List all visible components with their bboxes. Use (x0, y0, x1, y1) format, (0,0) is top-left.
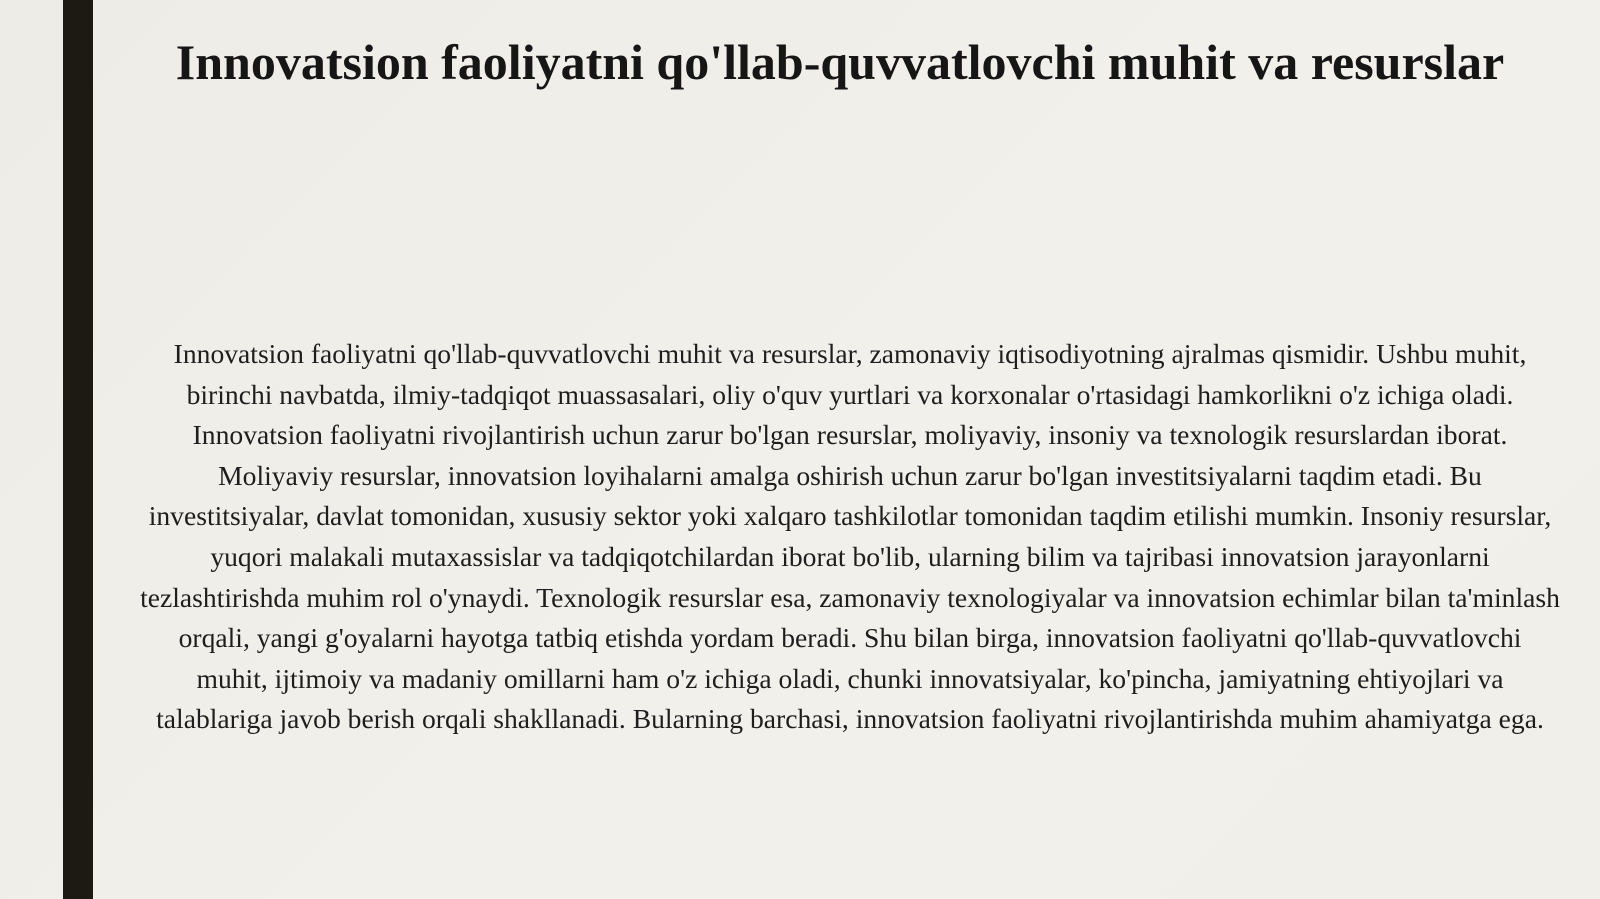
accent-bar (63, 0, 93, 899)
slide-title: Innovatsion faoliyatni qo'llab-quvvatlovchi muhit va resurslar (175, 34, 1505, 90)
slide-body-text: Innovatsion faoliyatni qo'llab-quvvatlovchi muhit va resurslar, zamonaviy iqtisodiyotning ajralmas qismidir. Ushbu muhit, birinchi navbatda, ilmiy-tadqiqot muassasalari, oliy o'quv yurtlari va korxonalar o'rtasidagi hamkorlikni o'z ichiga oladi. Innovatsion faoliyatni rivojlantirish uchun zarur bo'lgan resurslar, moliyaviy, insoniy va texnologik resurslardan iborat. Moliyaviy resurslar, innovatsion loyihalarni amalga oshirish uchun zarur bo'lgan investitsiyalarni taqdim etadi. Bu investitsiyalar, davlat tomonidan, xususiy sektor yoki xalqaro tashkilotlar tomonidan taqdim etilishi mumkin. Insoniy resurslar, yuqori malakali mutaxassislar va tadqiqotchilardan iborat bo'lib, ularning bilim va tajribasi innovatsion jarayonlarni tezlashtirishda muhim rol o'ynaydi. Texnologik resurslar esa, zamonaviy texnologiyalar va innovatsion echimlar bilan ta'minlash orqali, yangi g'oyalarni hayotga tatbiq etishda yordam beradi. Shu bilan birga, innovatsion faoliyatni qo'llab-quvvatlovchi muhit, ijtimoiy va madaniy omillarni ham o'z ichiga oladi, chunki innovatsiyalar, ko'pincha, jamiyatning ehtiyojlari va talablariga javob berish orqali shakllanadi. Bularning barchasi, innovatsion faoliyatni rivojlantirishda muhim ahamiyatga ega. (140, 338, 1560, 735)
